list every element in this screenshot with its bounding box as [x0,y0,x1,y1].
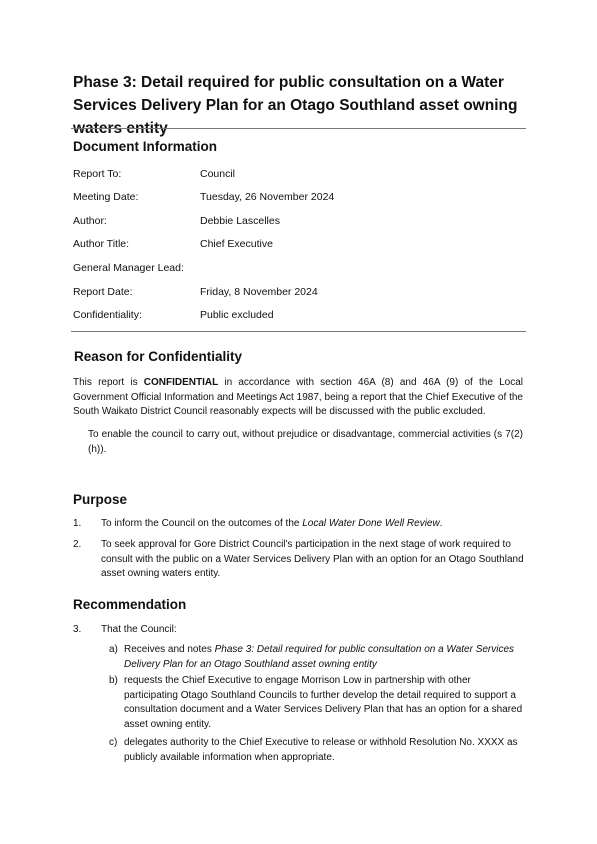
info-label-general-manager-lead: General Manager Lead: [73,262,184,274]
purpose-item: To seek approval for Gore District Council's participation in the next stage of work required to consult with the public on a Water Services Delivery Plan with an option for an Otago Southland asset owning waters entity. [101,539,524,579]
info-value-confidentiality: Public excluded [200,309,274,321]
info-value-author-title: Chief Executive [200,238,273,250]
recommendation-heading: Recommendation [73,597,187,612]
info-label-report-date: Report Date: [73,286,133,298]
info-label-author-title: Author Title: [73,238,130,250]
recommendation-letter: b) [109,675,118,686]
document-information-heading: Document Information [73,139,217,154]
page-title: Phase 3: Detail required for public consultation on a Water Services Delivery Plan for an Otago Southland asset owning waters entity [73,74,518,137]
recommendation-item: delegates authority to the Chief Executive to release or withhold Resolution No. XXXX as publicly available information when appropriate. [124,737,518,763]
review-title: Local Water Done Well Review [302,518,440,529]
purpose-item: To inform the Council on the outcomes of the Local Water Done Well Review. [101,518,443,529]
recommendation-letter: c) [109,737,118,748]
purpose-item-number: 2. [73,539,82,550]
recommendation-intro: That the Council: [101,624,177,635]
info-value-report-date: Friday, 8 November 2024 [200,286,318,298]
confidentiality-heading: Reason for Confidentiality [74,349,243,364]
recommendation-item: requests the Chief Executive to engage Morrison Low in partnership with other participating Otago Southland Councils to further develop the detail required to support a consultation document and a Water Services Delivery Plan that has an option for a shared asset owning entity. [124,675,523,730]
info-label-author: Author: [73,215,107,227]
info-value-meeting-date: Tuesday, 26 November 2024 [200,191,335,203]
purpose-heading: Purpose [73,492,128,507]
confidentiality-reason: To enable the council to carry out, without prejudice or disadvantage, commercial activities (s 7(2)(h)). [88,429,523,455]
report-title-reference: Phase 3: Detail required for public consultation on a Water Services Delivery Plan for an Otago Southland asset owning entity [124,644,515,670]
info-label-report-to: Report To: [73,168,122,180]
info-label-meeting-date: Meeting Date: [73,191,139,203]
recommendation-item: Receives and notes Phase 3: Detail required for public consultation on a Water Services Delivery Plan for an Otago Southland asset owning entity [124,644,515,670]
confidential-emphasis: CONFIDENTIAL [143,377,219,388]
info-label-confidentiality: Confidentiality: [73,309,142,321]
purpose-item-number: 1. [73,518,82,529]
recommendation-letter: a) [109,644,118,655]
divider [71,128,526,129]
info-value-report-to: Council [200,168,236,180]
info-value-author: Debbie Lascelles [200,215,280,227]
confidentiality-paragraph: This report is CONFIDENTIAL in accordance with section 46A (8) and 46A (9) of the Local Government Official Information and Meetings Act 1987, being a report that the Chief Executive of the South Waikato District Council reasonably expects will be discussed with the public excluded. [73,377,523,417]
recommendation-number: 3. [73,624,82,635]
divider [71,331,526,332]
